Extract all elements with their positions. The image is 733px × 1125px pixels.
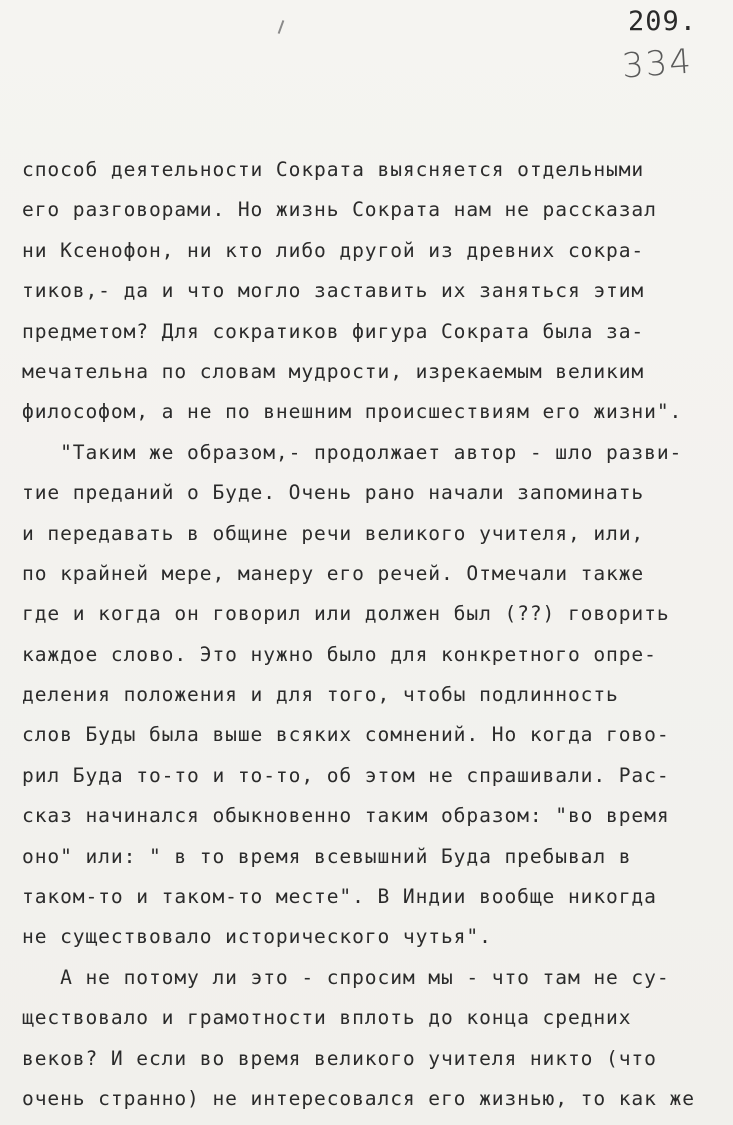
page-number-block — [620, 4, 722, 87]
text-line: его разговорами. Но жизнь Сократа нам не рассказал — [22, 198, 657, 222]
text-line: слов Буды была выше всяких сомнений. Но когда гово- — [22, 723, 670, 747]
text-line: А не потому ли это - спросим мы - что там не су- — [22, 965, 670, 989]
text-line: предметом? Для сократиков фигура Сократа была за- — [22, 319, 645, 343]
stray-mark — [278, 20, 285, 34]
text-line: способ деятельности Сократа выясняется отдельными — [22, 158, 645, 181]
text-line: веков? И если во время великого учителя никто (что — [22, 1046, 657, 1070]
text-line: ществовало и грамотности вплоть до конца средних — [22, 1006, 632, 1030]
text-line: мечательна по словам мудрости, изрекаемым великим — [22, 359, 645, 383]
handwritten-page-number: 334 — [620, 41, 695, 87]
body-text — [22, 150, 722, 1119]
text-line: ни Ксенофон, ни кто либо другой из древних сокра- — [22, 238, 645, 262]
text-line: "Таким же образом,- продолжает автор - шло разви- — [22, 440, 683, 464]
text-line: таком-то и таком-то месте". В Индии вообще никогда — [22, 885, 657, 909]
text-line: по крайней мере, манеру его речей. Отмечали также — [22, 561, 645, 585]
text-line: тиков,- да и что могло заставить их заняться этим — [22, 279, 645, 303]
text-line: рил Буда то-то и то-то, об этом не спрашивали. Рас- — [22, 763, 670, 787]
text-line: сказ начинался обыкновенно таким образом: "во время — [22, 804, 670, 828]
text-line: и передавать в общине речи великого учителя, или, — [22, 521, 645, 545]
text-line: деления положения и для того, чтобы подлинность — [22, 683, 619, 707]
text-line: тие преданий о Буде. Очень рано начали запоминать — [22, 481, 645, 505]
text-line: каждое слово. Это нужно было для конкретного опре- — [22, 642, 657, 666]
typed-page-number: 209. — [628, 6, 698, 37]
text-line: где и когда он говорил или должен был (??) говорить — [22, 602, 670, 626]
text-line: очень странно) не интересовался его жизнью, то как же — [22, 1086, 695, 1110]
text-line: философом, а не по внешним происшествиям его жизни". — [22, 400, 683, 424]
text-line: не существовало исторического чутья". — [22, 925, 492, 949]
text-line: оно" или: " в то время всевышний Буда пребывал в — [22, 844, 632, 868]
